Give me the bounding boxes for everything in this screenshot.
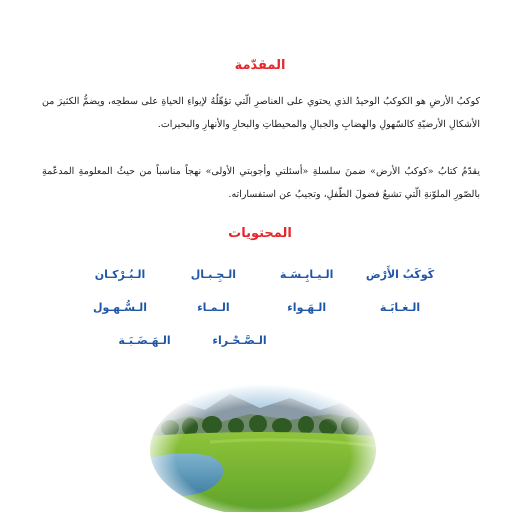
intro-paragraph-2: يقدّمُ كتابُ «كوكبُ الأرض» ضمنَ سلسلةِ «أسئلتي وأجوبتي الأولى» نهجاً مناسباً من حيثُ المعلومةِ المدعّمةِ بالصّورِ الملوّنةِ الّتي تشبعُ فضولَ الطّفلِ، وتجيبُ عن استفساراته. <box>42 166 480 200</box>
topic-land[interactable]: الـيـابِـسَـة <box>279 268 334 281</box>
contents-title: المحتويات <box>228 226 292 241</box>
contents-list <box>80 258 440 357</box>
intro-paragraph-1: كوكبُ الأرضِ هو الكوكبُ الوحيدُ الذي يحتوي على العناصرِ الّتي تؤهّلُهُ لإيواءِ الحياةِ على سطحِه، ويضمُّ الكثيرَ من الأشكالِ الأرضيّةِ كالسّهولِ والهضابِ والجبالِ والمحيطاتِ والبحارِ والأنهارِ والبحيرات. <box>42 96 480 130</box>
topic-water[interactable]: الـمـاء <box>197 301 230 314</box>
landscape-illustration <box>150 380 376 512</box>
topic-forest[interactable]: الـغـابَـة <box>379 301 421 314</box>
topic-air[interactable]: الـهَـواء <box>287 301 327 314</box>
topic-planet-earth[interactable]: كَوكَبُ الأَرْض <box>365 268 435 281</box>
topic-volcano[interactable]: الـبُـرْكـان <box>94 268 146 281</box>
topic-plains[interactable]: الـسُّـهـول <box>92 301 148 314</box>
topic-desert[interactable]: الـصَّـحْـراء <box>212 334 267 347</box>
contents-row-2 <box>80 291 440 324</box>
contents-row-3 <box>80 324 440 357</box>
contents-row-1 <box>80 258 440 291</box>
topic-plateau[interactable]: الـهَـضَـبَـة <box>118 334 171 347</box>
intro-title: المقدّمة <box>234 58 286 73</box>
topic-mountains[interactable]: الـجِـبـال <box>190 268 236 281</box>
